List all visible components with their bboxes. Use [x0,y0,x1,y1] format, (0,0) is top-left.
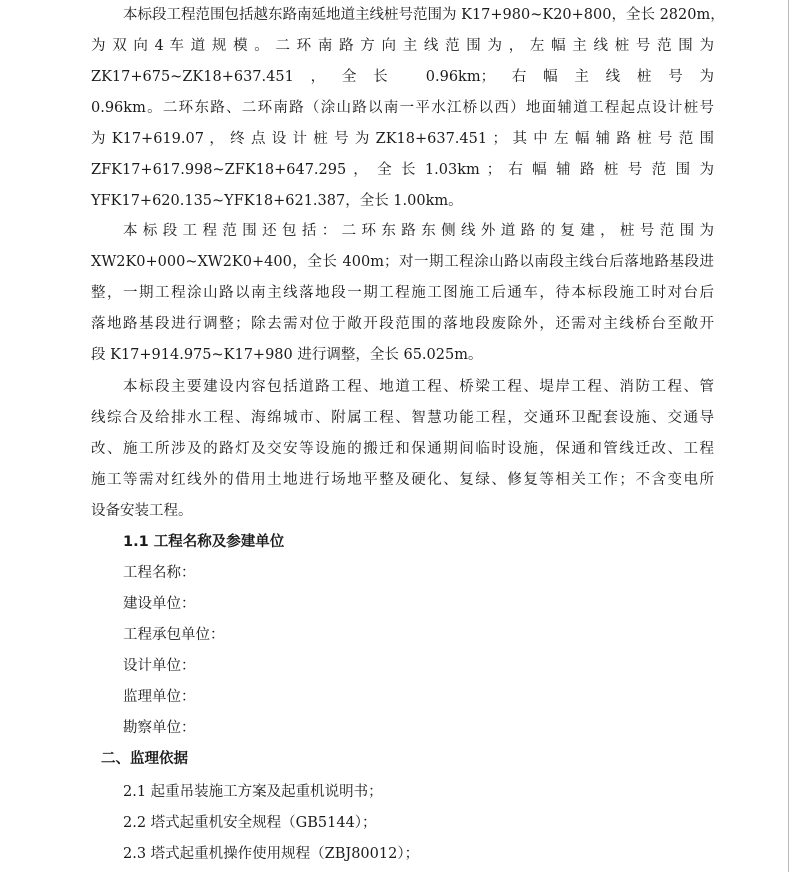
field-construction-unit: 建设单位： [123,596,196,612]
para1-line-7: YFK17+620.135~YFK18+621.387，全长 1.00km。 [91,193,463,209]
para3-line-1: 本标段主要建设内容包括道路工程、地道工程、桥梁工程、堤岸工程、消防工程、管 [123,379,714,395]
para1-line-2: 为 双 向 4 车 道 规 模 。 二 环 南 路 方 向 主 线 范 围 为 ， 左 幅 主 线 桩 号 范 围 为 [91,38,714,54]
para1-line-3: ZK17+675~ZK18+637.451，全长 0.96km；右幅主线桩号为 [91,69,714,85]
basis-item-2-2: 2.2 塔式起重机安全规程（GB5144）； [123,815,377,831]
field-project-name: 工程名称： [123,565,196,581]
field-contractor: 工程承包单位： [123,627,225,643]
para1-line-4: 0.96km。二环东路、二环南路（涂山路以南一平水江桥以西）地面辅道工程起点设计桩号 [91,100,714,116]
para1-line-1: 本标段工程范围包括越东路南延地道主线桩号范围为 K17+980~K20+800，全长 2820m， [123,7,725,23]
para1-line-6: ZFK17+617.998~ZFK18+647.295 ， 全 长 1.03km ； 右 幅 辅 路 桩 号 范 围 为 [91,162,714,178]
para2-line-5: 段 K17+914.975~K17+980 进行调整，全长 65.025m。 [91,347,483,363]
para2-line-3: 整，一期工程涂山路以南主线落地段一期工程施工图施工后通车，待本标段施工时对台后 [91,285,714,301]
para3-line-4: 施工等需对红线外的借用土地进行场地平整及硬化、复绿、修复等相关工作；不含变电所 [91,472,714,488]
para2-line-1: 本标段工程范围还包括：二环东路东侧线外道路的复建，桩号范围为 [123,223,714,239]
basis-item-2-1: 2.1 起重吊装施工方案及起重机说明书； [123,784,383,800]
field-design-unit: 设计单位： [123,658,196,674]
para2-line-4: 落地路基段进行调整；除去需对位于敞开段范围的落地段废除外，还需对主线桥台至敞开 [91,316,714,332]
para3-line-5: 设备安装工程。 [91,503,193,519]
para1-line-5: 为 K17+619.07 ， 终 点 设 计 桩 号 为 ZK18+637.451 ； 其 中 左 幅 辅 路 桩 号 范 围 [91,131,714,147]
para2-line-2: XW2K0+000~XW2K0+400，全长 400m；对一期工程涂山路以南段主线台后落地路基段进 [91,254,714,270]
field-survey-unit: 勘察单位： [123,720,196,736]
field-supervision-unit: 监理单位： [123,689,196,705]
basis-item-2-3: 2.3 塔式起重机操作使用规程（ZBJ80012）； [123,846,420,862]
para3-line-2: 线综合及给排水工程、海绵城市、附属工程、智慧功能工程，交通环卫配套设施、交通导 [91,410,714,426]
para3-line-3: 改、施工所涉及的路灯及交安等设施的搬迁和保通期间临时设施，保通和管线迁改、工程 [91,441,714,457]
section-2-heading: 二、监理依据 [101,751,188,767]
page-edge-rule [788,0,789,872]
section-1-1-heading: 1.1 工程名称及参建单位 [123,534,285,550]
